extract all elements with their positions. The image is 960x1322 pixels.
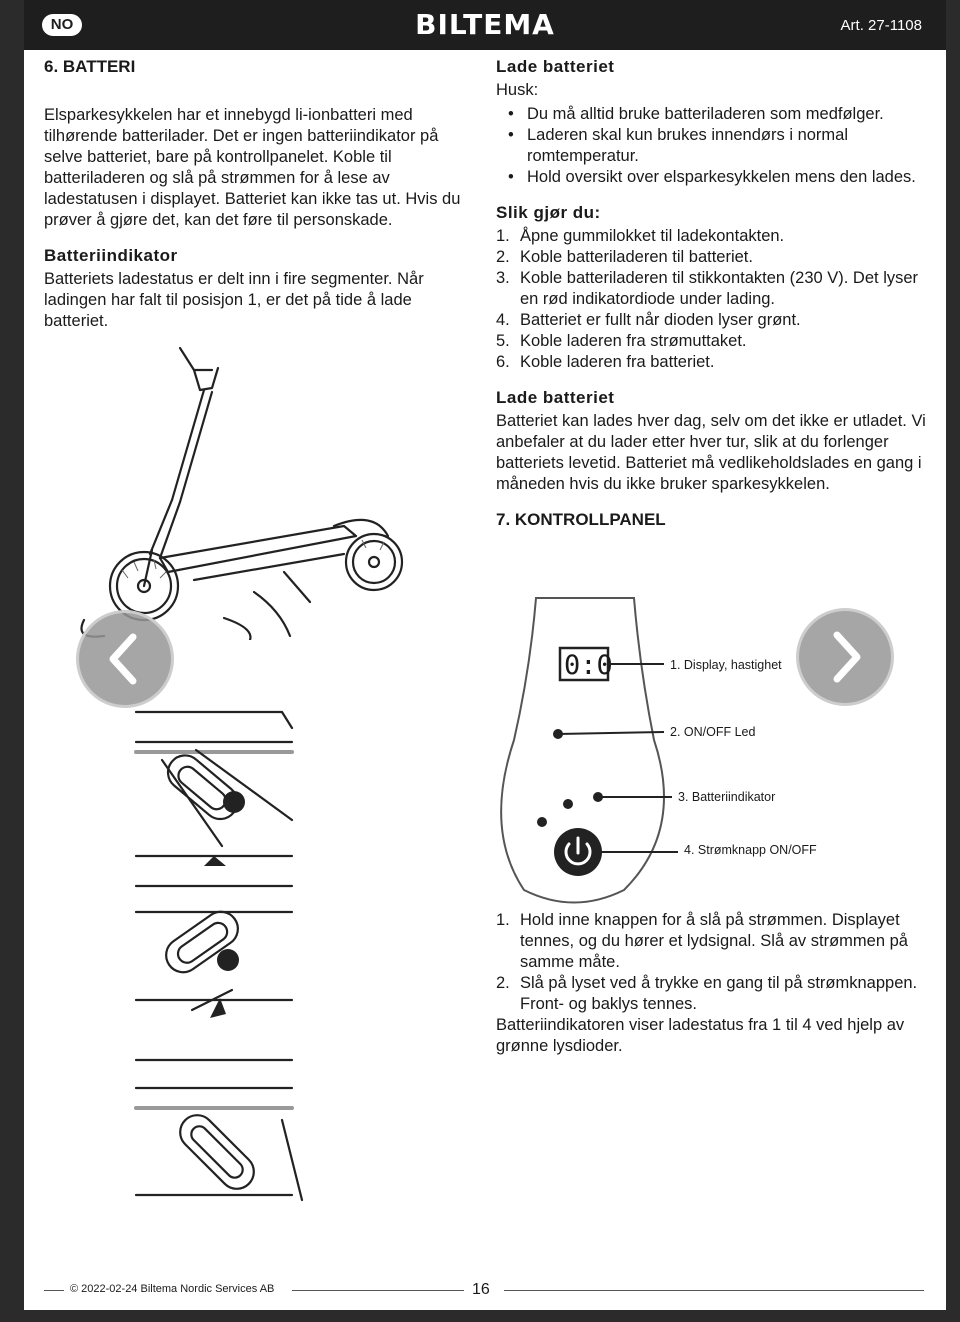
language-badge: NO: [42, 14, 82, 36]
left-column: [44, 56, 464, 346]
section-title-battery: 6. BATTERI: [44, 57, 136, 76]
howto-steps: [496, 226, 926, 373]
remember-list: [496, 104, 926, 188]
control-panel-step: 2. Slå på lyset ved å trykke en gang til på strømknappen. Front- og baklys tennes.: [496, 974, 918, 1013]
label-power-button: 4. Strømknapp ON/OFF: [684, 843, 817, 857]
section-title-control-panel: 7. KONTROLLPANEL: [496, 510, 666, 529]
label-onoff-led: 2. ON/OFF Led: [670, 725, 756, 739]
footer-rule: [292, 1290, 464, 1291]
battery-indicator-heading: Batteriindikator: [44, 246, 178, 265]
battery-indicator-text: Batteriets ladestatus er delt inn i fire segmenter. Når ladingen har falt til posisjon 1, er det på tide å lade batteriet.: [44, 270, 424, 330]
control-panel-step: 1. Hold inne knappen for å slå på strømmen. Displayet tennes, og du hører et lydsignal. Slå av strømmen på samme måte.: [496, 911, 908, 971]
battery-intro: Elsparkesykkelen har et innebygd li-ionbatteri med tilhørende batterilader. Det er ingen batteriindikator på selve batteriet, bare på kontrollpanelet. Koble til batteriladeren og slå på strømmen for å lese av ladestatusen i displayet. Batteriet kan ikke tas ut. Hvis du prøver å gjøre det, kan det føre til personskade.: [44, 106, 461, 229]
next-page-button[interactable]: [796, 608, 894, 706]
page-number: 16: [472, 1281, 490, 1298]
howto-step: 5. Koble laderen fra strømuttaket.: [496, 332, 747, 350]
charging-port-illustration: [132, 700, 312, 1225]
footer-copyright: © 2022-02-24 Biltema Nordic Services AB: [70, 1283, 275, 1295]
howto-step: 1. Åpne gummilokket til ladekontakten.: [496, 227, 785, 245]
footer-rule: [44, 1290, 64, 1291]
charge-battery-heading: Lade batteriet: [496, 57, 615, 76]
chevron-left-icon: [79, 613, 171, 705]
howto-step: 6. Koble laderen fra batteriet.: [496, 353, 715, 371]
control-panel-note: Batteriindikatoren viser ladestatus fra 1 til 4 ved hjelp av grønne lysdioder.: [496, 1016, 905, 1055]
previous-page-button[interactable]: [76, 610, 174, 708]
display-value: 0:0: [564, 650, 613, 681]
manual-page: [24, 0, 946, 1310]
remember-item: • Du må alltid bruke batteriladeren som medfølger.: [496, 104, 926, 125]
howto-step: 4. Batteriet er fullt når dioden lyser grønt.: [496, 311, 801, 329]
label-display: 1. Display, hastighet: [670, 658, 782, 672]
howto-step: 3. Koble batteriladeren til stikkontakten (230 V). Det lyser en rød indikatordiode under lading.: [496, 269, 919, 308]
scooter-illustration: [44, 340, 404, 640]
howto-step: 2. Koble batteriladeren til batteriet.: [496, 248, 753, 266]
charge-battery-text: Batteriet kan lades hver dag, selv om det ikke er utladet. Vi anbefaler at du lader etter hver tur, slik at du forlenger batteriets levetid. Batteriet må vedlikeholdslades en gang i måneden hvis du ikke bruker sparkesykkelen.: [496, 412, 926, 493]
article-number: Art. 27-1108: [840, 17, 922, 34]
howto-heading: Slik gjør du:: [496, 203, 601, 222]
label-battery-indicator: 3. Batteriindikator: [678, 790, 776, 804]
remember-item: • Laderen skal kun brukes innendørs i normal romtemperatur.: [496, 125, 926, 167]
page-header: [24, 0, 946, 50]
chevron-right-icon: [799, 611, 891, 703]
footer-rule: [504, 1290, 924, 1291]
charge-battery-heading-2: Lade batteriet: [496, 388, 615, 407]
remember-label: Husk:: [496, 81, 539, 99]
remember-item: • Hold oversikt over elsparkesykkelen mens den lades.: [496, 167, 926, 188]
control-panel-steps: [496, 910, 926, 1015]
brand-logo: BILTEMA: [415, 8, 555, 41]
control-panel-diagram: [494, 590, 834, 920]
